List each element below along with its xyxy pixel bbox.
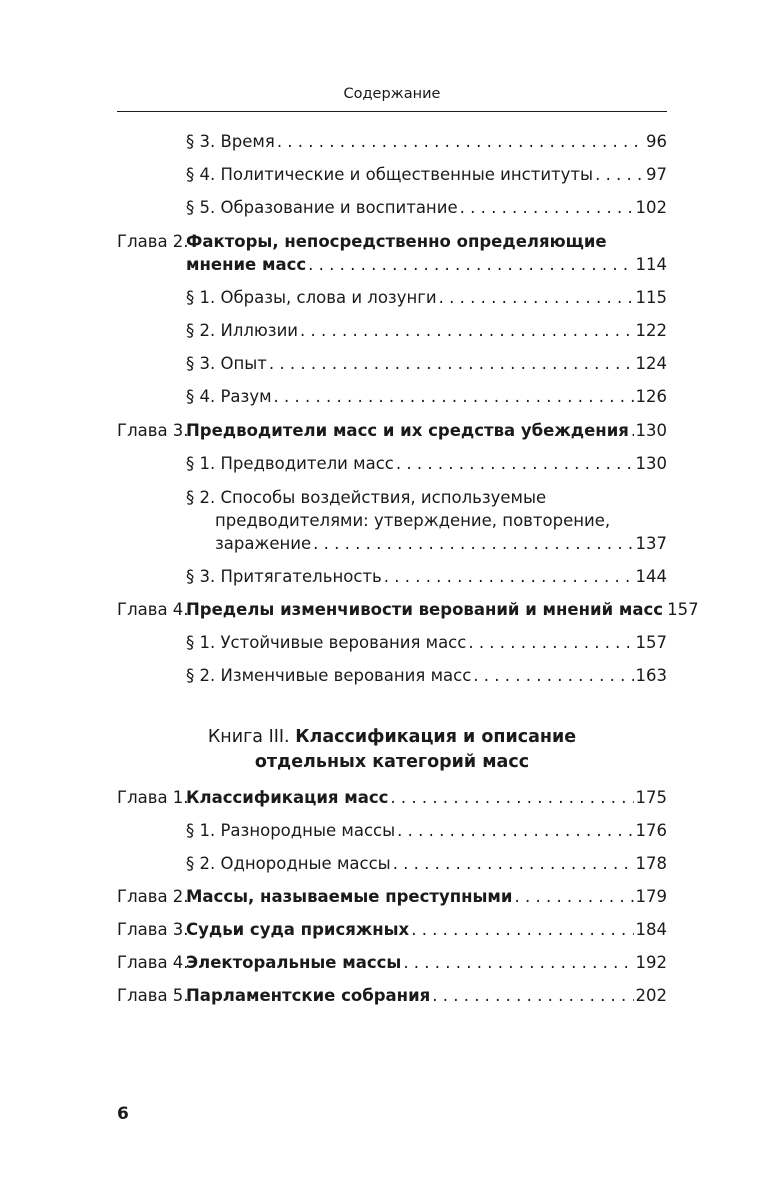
- entry-page: 144: [635, 567, 667, 586]
- toc-entry[interactable]: [186, 598, 699, 621]
- entry-title: Предводители масс и их средства убеждения: [186, 421, 629, 440]
- entry-page: 184: [635, 920, 667, 939]
- entry-title: Судьи суда присяжных: [186, 920, 410, 939]
- chapter-label: Глава 2.: [117, 232, 189, 251]
- entry-page: 176: [635, 821, 667, 840]
- leader-dots: [393, 852, 634, 875]
- chapter-label: Глава 5.: [117, 986, 189, 1005]
- leader-dots: [300, 319, 633, 342]
- page-number: 6: [117, 1104, 129, 1124]
- leader-dots: [595, 163, 644, 186]
- entry-title-line: предводителями: утверждение, повторение,: [215, 511, 611, 530]
- toc-entry[interactable]: [186, 565, 667, 588]
- entry-title: Классификация масс: [186, 788, 389, 807]
- entry-title: Массы, называемые преступными: [186, 887, 513, 906]
- leader-dots: [468, 631, 633, 654]
- toc-entry[interactable]: [186, 230, 667, 276]
- entry-page: 202: [635, 986, 667, 1005]
- entry-page: 192: [635, 953, 667, 972]
- toc-entry[interactable]: [186, 385, 667, 408]
- leader-dots: [432, 984, 633, 1007]
- entry-page: 157: [635, 633, 667, 652]
- toc-entry[interactable]: [186, 352, 667, 375]
- chapter-label: Глава 4.: [117, 953, 189, 972]
- toc-entry[interactable]: [186, 163, 667, 186]
- entry-title: § 2. Иллюзии: [186, 321, 299, 340]
- leader-dots: [514, 885, 633, 908]
- leader-dots: [269, 352, 634, 375]
- entry-page: 124: [635, 354, 667, 373]
- leader-dots: [473, 664, 633, 687]
- entry-title: Электоральные массы: [186, 953, 402, 972]
- entry-title: заражение: [215, 534, 312, 553]
- leader-dots: [439, 286, 634, 309]
- leader-dots: [274, 385, 634, 408]
- leader-dots: [396, 452, 634, 475]
- entry-title: § 4. Политические и общественные институты: [186, 165, 594, 184]
- leader-dots: [631, 419, 634, 442]
- entry-page: 97: [646, 165, 667, 184]
- entry-page: 163: [635, 666, 667, 685]
- toc-entry[interactable]: [186, 852, 667, 875]
- entry-page: 115: [635, 288, 667, 307]
- entry-title-line: § 2. Способы воздействия, используемые: [186, 488, 547, 507]
- toc-entry[interactable]: [186, 786, 667, 809]
- leader-dots: [390, 786, 633, 809]
- toc-entry[interactable]: [186, 486, 667, 555]
- toc-entry[interactable]: [186, 196, 667, 219]
- entry-title: § 4. Разум: [186, 387, 272, 406]
- book-prefix: Книга III.: [207, 727, 290, 747]
- entry-page: 157: [667, 600, 699, 619]
- entry-title: § 3. Опыт: [186, 354, 267, 373]
- entry-page: 122: [635, 321, 667, 340]
- leader-dots: [397, 819, 633, 842]
- toc-entry[interactable]: [186, 452, 667, 475]
- leader-dots: [308, 253, 633, 276]
- entry-title: § 5. Образование и воспитание: [186, 198, 458, 217]
- leader-dots: [313, 532, 633, 555]
- entry-page: 137: [635, 534, 667, 553]
- entry-title: § 3. Притягательность: [186, 567, 382, 586]
- entry-page: 178: [635, 854, 667, 873]
- leader-dots: [384, 565, 634, 588]
- toc-entry[interactable]: [186, 286, 667, 309]
- entry-title: § 1. Разнородные массы: [186, 821, 396, 840]
- entry-page: 175: [635, 788, 667, 807]
- running-head: Содержание: [343, 86, 441, 102]
- toc-entry[interactable]: [186, 319, 667, 342]
- leader-dots: [460, 196, 634, 219]
- entry-title: § 1. Устойчивые верования масс: [186, 633, 467, 652]
- entry-title: § 1. Предводители масс: [186, 454, 394, 473]
- chapter-label: Глава 2.: [117, 887, 189, 906]
- entry-title: мнение масс: [186, 255, 307, 274]
- toc-entry[interactable]: [186, 819, 667, 842]
- leader-dots: [411, 918, 633, 941]
- chapter-label: Глава 3.: [117, 421, 189, 440]
- entry-page: 126: [635, 387, 667, 406]
- entry-title: Парламентские собрания: [186, 986, 431, 1005]
- entry-page: 114: [635, 255, 667, 274]
- chapter-label: Глава 3.: [117, 920, 189, 939]
- entry-title: § 2. Изменчивые верования масс: [186, 666, 472, 685]
- entry-title: § 2. Однородные массы: [186, 854, 391, 873]
- toc-entry[interactable]: [186, 951, 667, 974]
- entry-title-line: Факторы, непосредственно определяющие: [186, 232, 607, 251]
- entry-title: § 1. Образы, слова и лозунги: [186, 288, 437, 307]
- chapter-label: Глава 4.: [117, 600, 189, 619]
- entry-page: 96: [646, 132, 667, 151]
- leader-dots: [277, 130, 644, 153]
- entry-page: 130: [635, 421, 667, 440]
- book-title-line: Классификация и описание: [295, 727, 577, 747]
- leader-dots: [403, 951, 633, 974]
- entry-title: § 3. Время: [186, 132, 275, 151]
- entry-page: 102: [635, 198, 667, 217]
- toc-entry[interactable]: [186, 885, 667, 908]
- toc-entry[interactable]: [186, 984, 667, 1007]
- entry-page: 130: [635, 454, 667, 473]
- book-heading: [117, 725, 667, 775]
- entry-title: Пределы изменчивости верований и мнений масс: [186, 600, 664, 619]
- toc-entry[interactable]: [186, 419, 667, 442]
- toc-entry[interactable]: [186, 664, 667, 687]
- toc-entry[interactable]: [186, 918, 667, 941]
- chapter-label: Глава 1.: [117, 788, 189, 807]
- toc-entry[interactable]: [186, 130, 667, 153]
- entry-page: 179: [635, 887, 667, 906]
- book-title-line: отдельных категорий масс: [254, 752, 530, 772]
- toc-entry[interactable]: [186, 631, 667, 654]
